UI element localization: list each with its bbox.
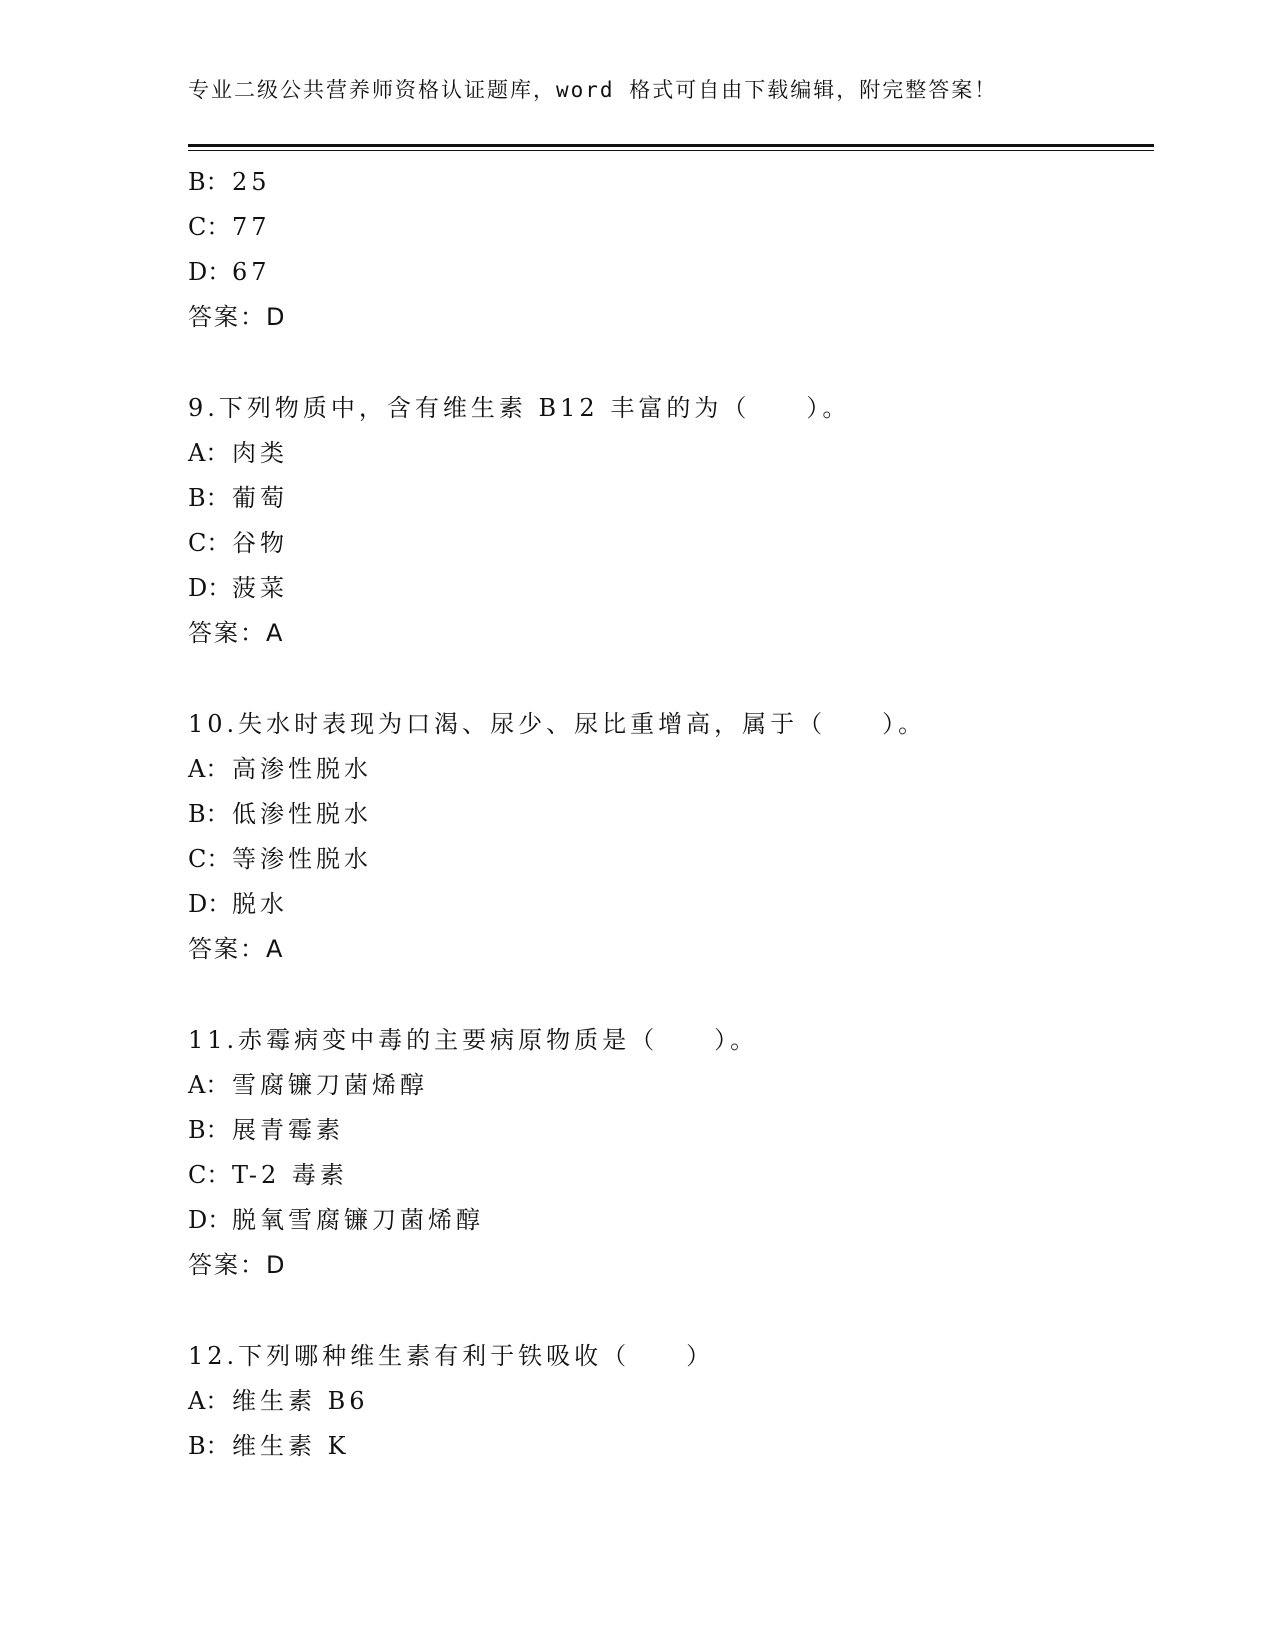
option-text: 菠菜 <box>232 574 288 602</box>
option-row <box>188 476 1148 521</box>
option-row <box>188 1108 1148 1153</box>
option-text: 展青霉素 <box>232 1116 344 1144</box>
question-12 <box>188 1334 1148 1469</box>
option-text: 等渗性脱水 <box>232 845 372 873</box>
option-row <box>188 521 1148 566</box>
prev-question <box>188 160 1148 340</box>
option-row <box>188 250 1148 295</box>
option-letter: C： <box>188 845 231 873</box>
option-letter: A： <box>188 1071 230 1099</box>
option-row <box>188 792 1148 837</box>
spacer <box>188 656 1148 702</box>
option-row <box>188 1153 1148 1198</box>
option-text: 谷物 <box>232 529 288 557</box>
option-text: 维生素 B6 <box>232 1387 369 1415</box>
question-9 <box>188 386 1148 656</box>
question-stem: 10.失水时表现为口渴、尿少、尿比重增高，属于（ ）。 <box>188 710 927 738</box>
question-stem: 12.下列哪种维生素有利于铁吸收（ ） <box>188 1342 715 1370</box>
answer-line: 答案：D <box>188 1251 287 1279</box>
option-text: 维生素 K <box>232 1432 350 1460</box>
option-text: T-2 毒素 <box>232 1161 348 1189</box>
option-text: 77 <box>232 213 271 241</box>
option-row <box>188 1424 1148 1469</box>
header-rule-thick <box>188 144 1154 147</box>
option-row <box>188 837 1148 882</box>
spacer <box>188 1288 1148 1334</box>
option-text: 雪腐镰刀菌烯醇 <box>232 1071 428 1099</box>
option-row <box>188 1379 1148 1424</box>
option-letter: D： <box>188 1206 232 1234</box>
answer-line: 答案：A <box>188 619 285 647</box>
question-stem: 11.赤霉病变中毒的主要病原物质是（ ）。 <box>188 1026 759 1054</box>
answer-line: 答案：D <box>188 303 287 331</box>
option-text: 低渗性脱水 <box>232 800 372 828</box>
option-row <box>188 431 1148 476</box>
option-letter: B： <box>188 800 230 828</box>
spacer <box>188 972 1148 1018</box>
header-rule-thin <box>188 150 1154 151</box>
option-row <box>188 747 1148 792</box>
option-row <box>188 160 1148 205</box>
answer-line: 答案：A <box>188 935 285 963</box>
page-header: 专业二级公共营养师资格认证题库，word 格式可自由下载编辑，附完整答案！ <box>188 78 998 102</box>
option-text: 脱水 <box>232 890 288 918</box>
option-letter: B： <box>188 168 230 196</box>
option-text: 肉类 <box>232 439 288 467</box>
question-stem: 9.下列物质中，含有维生素 B12 丰富的为（ ）。 <box>188 394 851 422</box>
option-letter: D： <box>188 574 232 602</box>
option-row <box>188 205 1148 250</box>
option-text: 25 <box>232 168 271 196</box>
spacer <box>188 340 1148 386</box>
option-letter: A： <box>188 755 230 783</box>
question-10 <box>188 702 1148 972</box>
option-row <box>188 882 1148 927</box>
option-text: 脱氧雪腐镰刀菌烯醇 <box>232 1206 484 1234</box>
option-row <box>188 566 1148 611</box>
option-letter: B： <box>188 484 230 512</box>
option-text: 67 <box>232 258 271 286</box>
option-letter: B： <box>188 1116 230 1144</box>
option-row <box>188 1063 1148 1108</box>
option-text: 高渗性脱水 <box>232 755 372 783</box>
option-letter: A： <box>188 1387 230 1415</box>
option-text: 葡萄 <box>232 484 288 512</box>
option-letter: C： <box>188 1161 231 1189</box>
question-list <box>188 160 1148 1469</box>
option-row <box>188 1198 1148 1243</box>
option-letter: B： <box>188 1432 230 1460</box>
option-letter: A： <box>188 439 230 467</box>
option-letter: C： <box>188 529 231 557</box>
question-11 <box>188 1018 1148 1288</box>
option-letter: C： <box>188 213 231 241</box>
option-letter: D： <box>188 890 232 918</box>
option-letter: D： <box>188 258 232 286</box>
